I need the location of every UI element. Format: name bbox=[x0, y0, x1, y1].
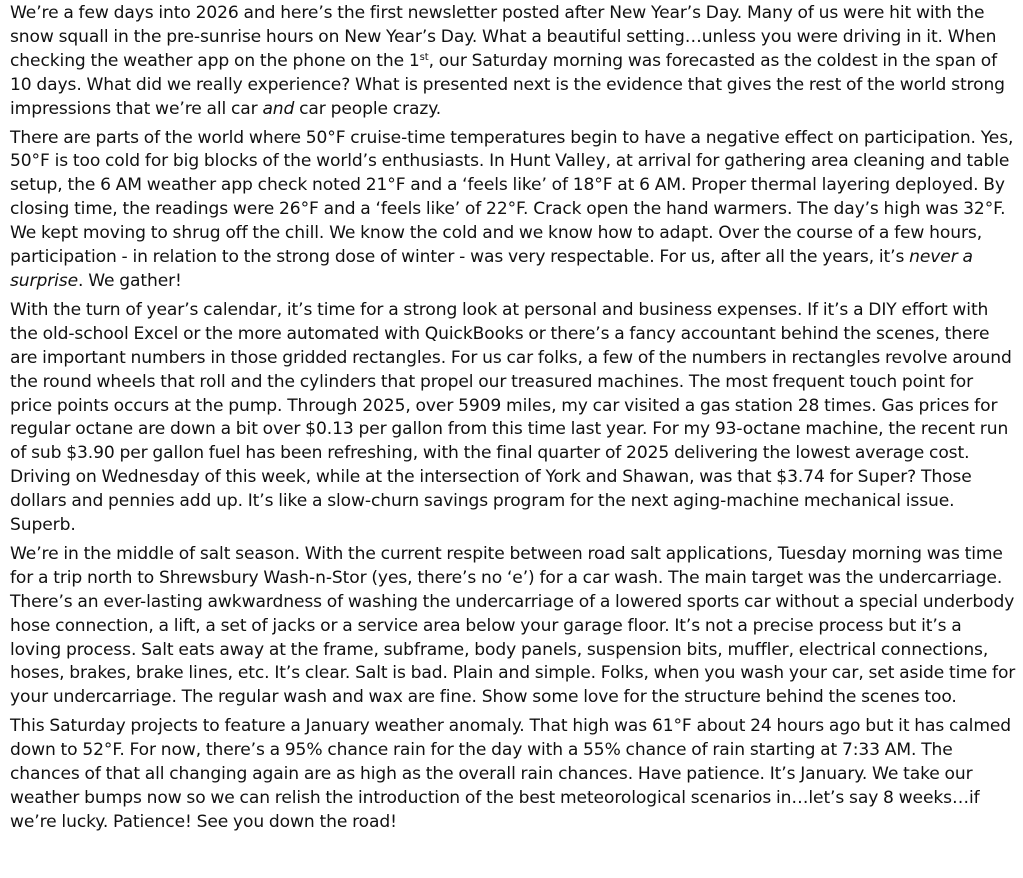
emphasis-and: and bbox=[262, 98, 295, 119]
paragraph-4 bbox=[10, 543, 1017, 710]
paragraph-2 bbox=[10, 127, 1017, 294]
paragraph-3 bbox=[10, 299, 1017, 538]
superscript-ordinal: st bbox=[419, 51, 429, 63]
paragraph-4-text: We’re in the middle of salt season. With the current respite between road salt applications, Tuesday morning was time for a trip north to Shrewsbury Wash-n-Stor (yes, there’s no ‘e’) for a car wash. The main target was the undercarriage. There’s an ever-lasting awkwardness of washing the undercarriage of a lowered sports car without a special underbody hose connection, a lift, a set of jacks or a service area below your garage floor. It’s not a precise process but it’s a loving process. Salt eats away at the frame, subframe, body panels, suspension bits, muffler, electrical connections, hoses, brakes, brake lines, etc. It’s clear. Salt is bad. Plain and simple. Folks, when you wash your car, set aside time for your undercarriage. The regular wash and wax are fine. Show some love for the structure behind the scenes too. bbox=[10, 543, 1016, 708]
paragraph-1 bbox=[10, 2, 1017, 122]
paragraph-5 bbox=[10, 715, 1017, 835]
paragraph-2-text-1: There are parts of the world where 50°F cruise-time temperatures begin to have a negative effect on participation. Yes, 50°F is too cold for big blocks of the world’s enthusiasts. In Hunt Valley, at arrival for gathering area cleaning and table setup, the 6 AM weather app check noted 21°F and a ‘feels like’ of 18°F at 6 AM. Proper thermal layering deployed. By closing time, the readings were 26°F and a ‘feels like’ of 22°F. Crack open the hand warmers. The day’s high was 32°F. We kept moving to shrug off the chill. We know the cold and we know how to adapt. Over the course of a few hours, participation - in relation to the strong dose of winter - was very respectable. For us, after all the years, it’s bbox=[10, 127, 1014, 268]
paragraph-3-text: With the turn of year’s calendar, it’s time for a strong look at personal and business expenses. If it’s a DIY effort with the old-school Excel or the more automated with QuickBooks or there’s a fancy accountant behind the scenes, there are important numbers in those gridded rectangles. For us car folks, a few of the numbers in rectangles revolve around the round wheels that roll and the cylinders that propel our treasured machines. The most frequent touch point for price points occurs at the pump. Through 2025, over 5909 miles, my car visited a gas station 28 times. Gas prices for regular octane are down a bit over $0.13 per gallon from this time last year. For my 93-octane machine, the recent run of sub $3.90 per gallon fuel has been refreshing, with the final quarter of 2025 delivering the lowest average cost. Driving on Wednesday of this week, while at the intersection of York and Shawan, was that $3.74 for Super? Those dollars and pennies add up. It’s like a slow-churn savings program for the next aging-machine mechanical issue. Superb. bbox=[10, 299, 1012, 536]
paragraph-2-text-2: . We gather! bbox=[78, 270, 182, 291]
paragraph-1-text-2: , our Saturday morning was forecasted as the coldest in the span of 10 days. What did we really experience? What is presented next is the evidence that gives the rest of the world strong impressions that we’re all car bbox=[10, 50, 1005, 119]
paragraph-1-text-3: car people crazy. bbox=[294, 98, 442, 119]
emphasis-never-a-surprise: never a surprise bbox=[10, 247, 973, 291]
paragraph-5-text: This Saturday projects to feature a January weather anomaly. That high was 61°F about 24 hours ago but it has calmed down to 52°F. For now, there’s a 95% chance rain for the day with a 55% chance of rain starting at 7:33 AM. The chances of that all changing again are as high as the overall rain chances. Have patience. It’s January. We take our weather bumps now so we can relish the introduction of the best meteorological scenarios in…let’s say 8 weeks…if we’re lucky. Patience! See you down the road! bbox=[10, 716, 1012, 832]
paragraph-1-text-1: We’re a few days into 2026 and here’s the first newsletter posted after New Year’s Day. Many of us were hit with the snow squall in the pre-sunrise hours on New Year’s Day. What a beautiful setting…unless you were driving in it. When checking the weather app on the phone on the 1 bbox=[10, 3, 997, 71]
